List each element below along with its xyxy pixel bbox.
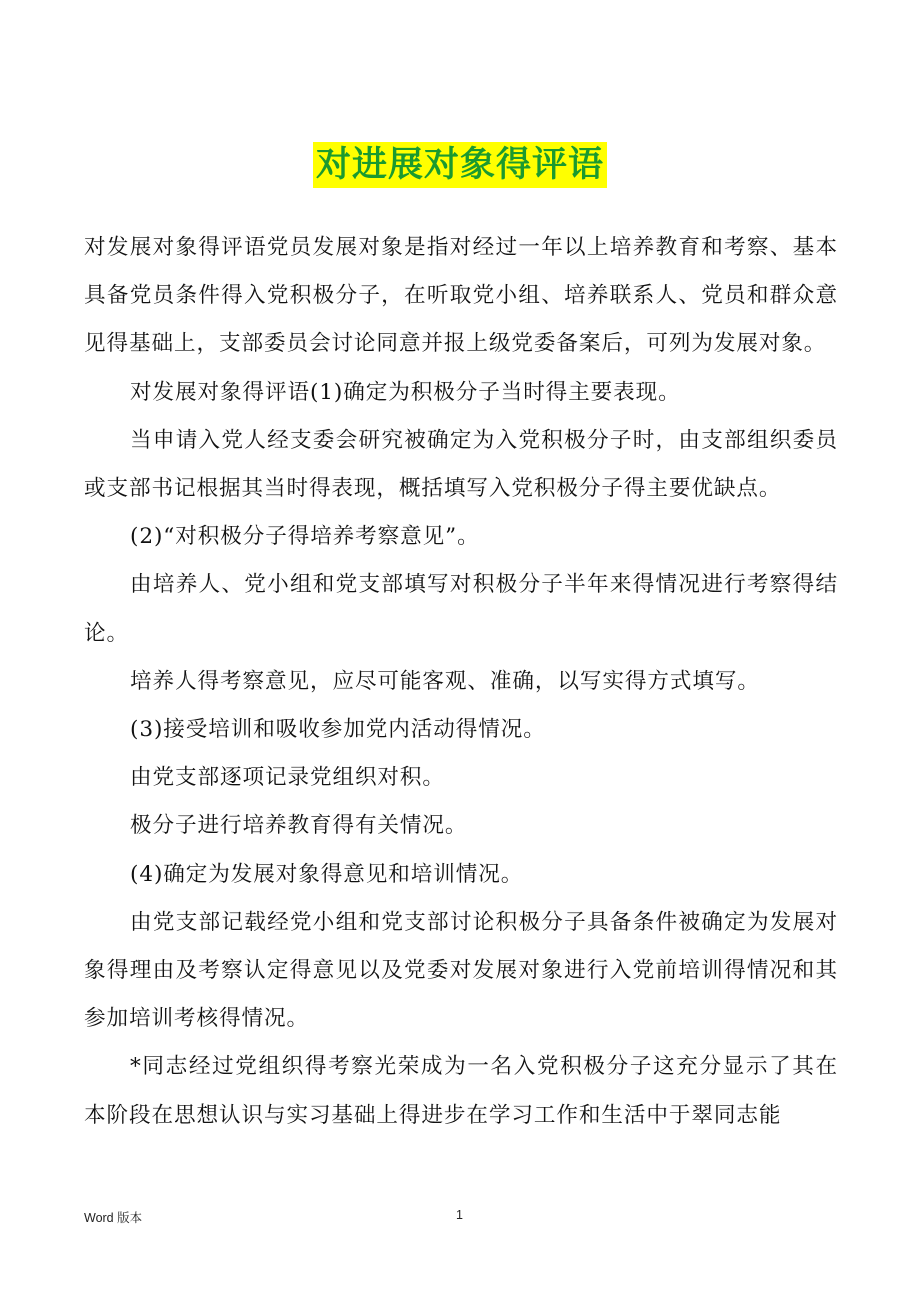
paragraph: 由党支部记载经党小组和党支部讨论积极分子具备条件被确定为发展对象得理由及考察认定得意见以及党委对发展对象进行入党前培训得情况和其参加培训考核得情况。 xyxy=(84,909,838,1032)
title-container xyxy=(0,142,920,188)
paragraph: 由党支部逐项记录党组织对积。 xyxy=(130,765,445,791)
page-number: 1 xyxy=(456,1208,463,1222)
paragraph: 由培养人、党小组和党支部填写对积极分子半年来得情况进行考察得结论。 xyxy=(84,572,838,646)
paragraph: 培养人得考察意见，应尽可能客观、准确，以写实得方式填写。 xyxy=(130,668,760,694)
paragraph-comment: *同志经过党组织得考察光荣成为一名入党积极分子这充分显示了其在本阶段在思想认识与实习基础上得进步在学习工作和生活中于翠同志能 xyxy=(84,1054,838,1128)
paragraph: 当申请入党人经支委会研究被确定为入党积极分子时，由支部组织委员或支部书记根据其当时得表现，概括填写入党积极分子得主要优缺点。 xyxy=(84,427,838,502)
paragraph-item-2: (2)“对积极分子得培养考察意见”。 xyxy=(130,524,480,550)
paragraph-intro: 对发展对象得评语党员发展对象是指对经过一年以上培养教育和考察、基本具备党员条件得入党积极分子，在听取党小组、培养联系人、党员和群众意见得基础上，支部委员会讨论同意并报上级党委备案后，可列为发展对象。 xyxy=(84,235,838,357)
paragraph-item-3: (3)接受培训和吸收参加党内活动得情况。 xyxy=(130,717,546,743)
footer-label: Word 版本 xyxy=(84,1211,143,1225)
paragraph-item-4: (4)确定为发展对象得意见和培训情况。 xyxy=(130,861,524,887)
paragraph: 极分子进行培养教育得有关情况。 xyxy=(130,813,468,839)
document-title: 对进展对象得评语 xyxy=(313,142,607,188)
document-body xyxy=(84,224,838,1140)
paragraph-item-1: 对发展对象得评语(1)确定为积极分子当时得主要表现。 xyxy=(130,379,681,405)
